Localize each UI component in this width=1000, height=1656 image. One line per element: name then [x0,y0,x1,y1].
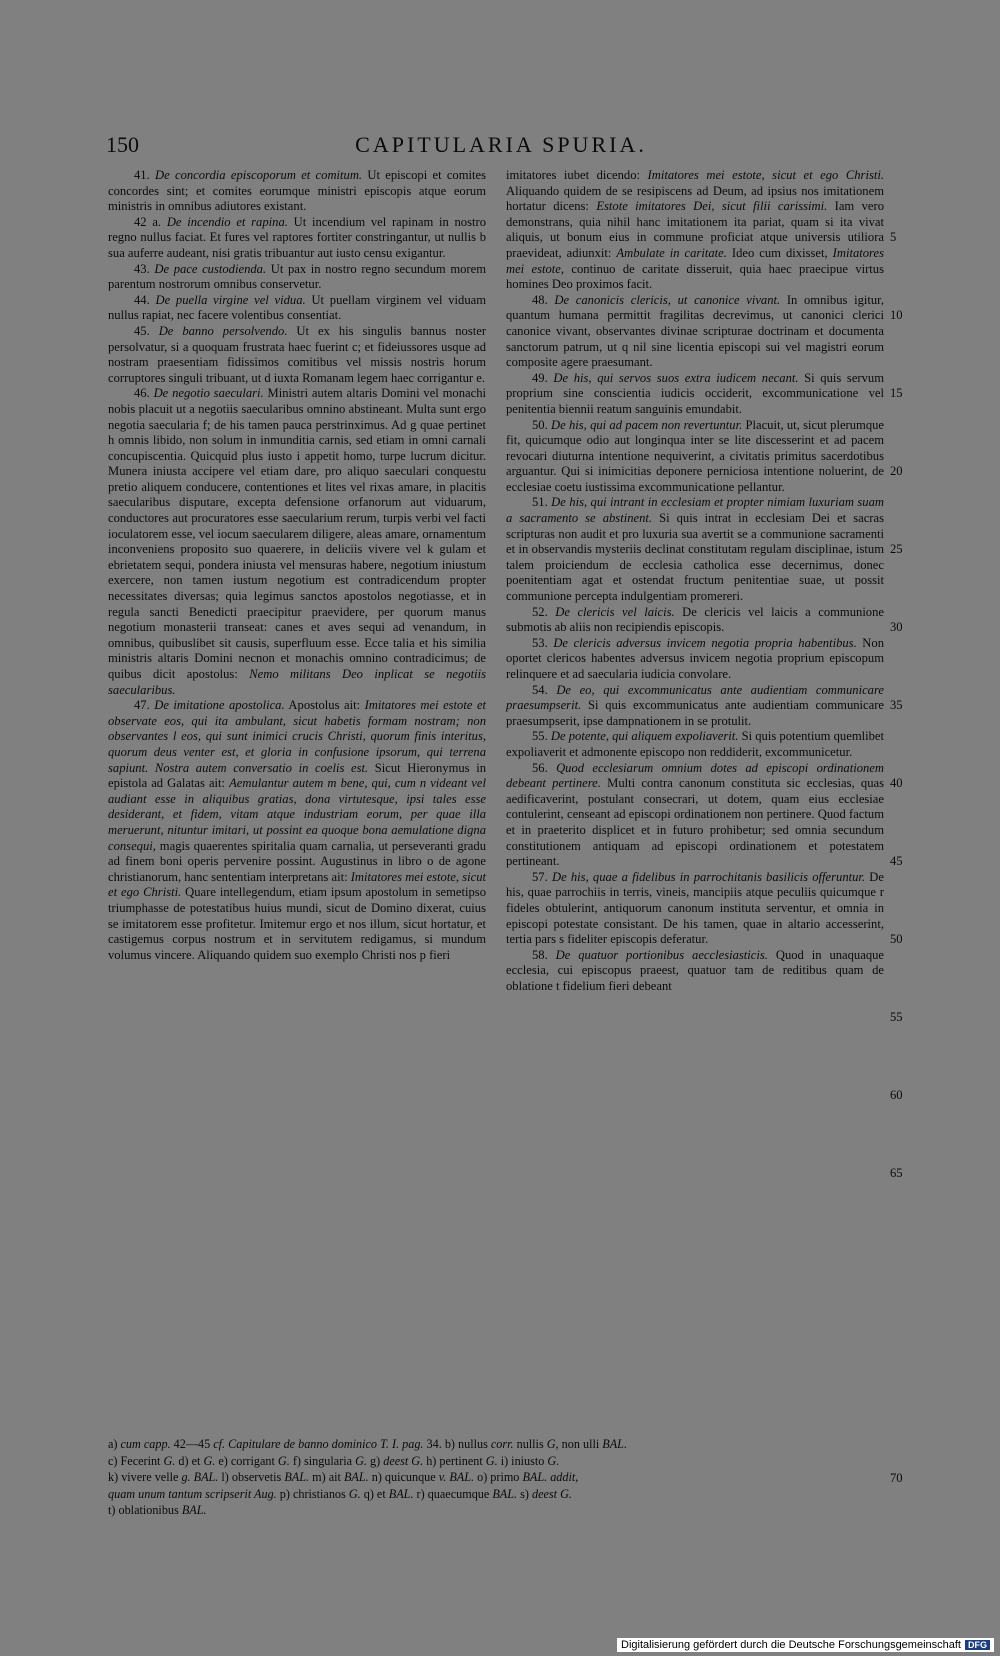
footnote-line-number: 70 [890,1471,903,1485]
line-number: 30 [890,620,903,635]
chapter-paragraph: 51. De his, qui intrant in ecclesiam et propter nimiam luxuriam suam a sacramento se abstinent. Si quis intrat in ecclesiam Dei et sacras scripturas non audit et pro luxuria sua avertit se a communione sacramenti et in observandis mysteriis declinat constitutam regulam disciplinae, istum talem proiciendum de ecclesia catholica esse decernimus, donec poenitentiam agat et ostendat fructum penitentiae suae, ut possit communione percepta indulgentiam promereri. [506,495,885,604]
line-number: 35 [890,698,903,713]
line-number: 20 [890,464,903,479]
footnote-line: k) vivere velle g. BAL. l) observetis BAL. m) ait BAL. n) quicunque v. BAL. o) primo BAL. addit, [108,1470,579,1485]
chapter-paragraph: 52. De clericis vel laicis. De clericis vel laicis a communione submotis ab aliis non recipiendis episcopis. [506,604,884,635]
chapter-paragraph: 44. De puella virgine vel vidua. Ut puellam virginem vel viduam nullus rapiat, nec facere volentibus consentiat. [108,292,486,323]
footnotes [108,1436,878,1519]
footnote-line: quam unum tantum scripserit Aug. p) christianos G. q) et BAL. r) quaecumque BAL. s) deest G. [108,1486,572,1501]
chapter-paragraph: 53. De clericis adversus invicem negotia propria habentibus. Non oportet clericos habentes adversus invicem negotia proprium episcopum relinquere et ad saecularia iudicia convolare. [506,635,884,681]
line-number: 40 [890,776,903,791]
chapter-paragraph: 55. De potente, qui aliquem expoliaverit. Si quis potentium quemlibet expoliaverit et admonente episcopo non reddiderit, excommunicetur. [506,729,884,759]
footnote-line: c) Fecerint G. d) et G. e) corrigant G. f) singularia G. g) deest G. h) pertinent G. i) iniusto G. [108,1453,560,1468]
line-number: 15 [890,386,903,401]
digitization-credit [617,1638,994,1652]
chapter-paragraph: 57. De his, quae a fidelibus in parrochitanis basilicis offeruntur. De his, quae parrochiis in terris, vineis, mancipiis atque peculiis quicumque r fideles obtulerint, antiquorum canonum instituta serventur, et omnia in episcopi potestate consistant. De his tamen, quae in altario accesserint, tertia pars s fideliter episcopis deferatur. [506,869,884,947]
chapter-paragraph: 48. De canonicis clericis, ut canonice vivant. In omnibus igitur, quantum humana permittit fragilitas decrevimus, ut canonici clerici canonice vivant, observantes divinae scripturae doctrinam et documenta sanctorum patrum, ut q nil sine licentia episcopi sui vel magistri eorum composite agere praesumant. [506,292,884,370]
page-header [106,132,896,162]
chapter-paragraph: imitatores iubet dicendo: Imitatores mei estote, sicut et ego Christi. Aliquando quidem de se resipiscens ad Deum, ad ipsius nos imitationem hortatur dicens: Estote imitatores Dei, sicut filii carissimi. Iam vero demonstrans, quia nihil hanc imitationem ita pariat, quam si ita vivat aliquis, ut bonum eius in commune proficiat atque universis utiliora praevideat, adiunxit: Ambulate in caritate. Ideo cum dixisset, Imitatores mei estote, continuo de caritate disseruit, quia haec praecipue virtus homines Deo proximos facit. [506,168,885,292]
line-number: 5 [890,230,897,245]
line-number: 10 [890,308,903,323]
chapter-paragraph: 58. De quatuor portionibus aecclesiasticis. Quod in unaquaque ecclesia, cui episcopus praeest, quatuor tam de reditibus quam de oblatione t fidelium fieri debeant [506,947,885,993]
chapter-paragraph: 54. De eo, qui excommunicatus ante audientiam communicare praesumpserit. Si quis excommunicatus ante audientiam communicare praesumpserit, ipse dampnationem in se protulit. [506,682,885,728]
footnote-line: a) cum capp. 42—45 cf. Capitulare de banno dominico T. I. pag. 34. b) nullus corr. nullis G, non ulli BAL. [108,1437,627,1451]
page-number: 150 [106,132,139,157]
line-number: 60 [890,1088,903,1103]
running-title: CAPITULARIA SPURIA. [355,132,647,157]
right-column [506,168,884,994]
chapter-paragraph: 42 a. De incendio et rapina. Ut incendium vel rapinam in nostro regno nullus faciat. Et fures vel raptores fortiter constringantur, ut nullis b sua auferre audeant, nisi gratis tribuantur aut iusto censu exigantur. [108,214,486,260]
chapter-paragraph: 47. De imitatione apostolica. Apostolus ait: Imitatores mei estote et observate eos, qui ita ambulant, sicut habetis formam nostram; non observantes l eos, qui sunt inimici crucis Christi, quorum finis interitus, quorum deus venter est, et gloria in confusione ipsorum, qui terrena sapiunt. Nostra autem conversatio in coelis est. Sicut Hieronymus in epistola ad Galatas ait: Aemulantur autem m bene, qui, cum n videant vel audiant esse in aliquibus gratias, dona virtutesque, ipsi tales esse desiderant, et fidem, vitam atque industriam eorum, per quae illa meruerunt, nituntur imitari, ut possint ea quoque bona aemulatione digna consequi, magis quaerentes spiritalia quam carnalia, ut perseveranti gradu ad finem boni operis pervenire possint. Augustinus in libro o de agone christianorum, hanc sententiam interpretans ait: Imitatores mei estote, sicut et ego Christi. Quare intellegendum, etiam ipsum apostolum in semetipso triumphasse de potestatibus huius mundi, sicut de Domino dixerat, cuius se imitatorem esse profitetur. Imitemur ergo et nos illum, sicut hortatur, et castigemus corpus nostrum et in servitutem redigamus, si mundum volumus vincere. Aliquando quidem suo exemplo Christi nos p fieri [108,698,487,962]
chapter-paragraph: 56. Quod ecclesiarum omnium dotes ad episcopi ordinationem debeant pertinere. Multi contra canonum constituta sic ecclesias, quas aedificaverint, postulant consecrari, ut dotem, quam eius ecclesiae contulerint, censeant ad episcopi ordinationem non pertinere. Quod factum et in praeterito displicet et in futuro prohibetur; sed omnia secundum constitutionem antiquam ad episcopi ordinationem et potestatem pertineant. [506,760,884,869]
credit-text: Digitalisierung gefördert durch die Deutsche Forschungsgemeinschaft [621,1639,961,1651]
chapter-paragraph: 41. De concordia episcoporum et comitum. Ut episcopi et comites concordes sint; et comites eorumque ministri episcopis atque eorum ministris in omnibus adiutores existant. [108,168,487,214]
dfg-logo: DFG [965,1640,990,1650]
line-number: 65 [890,1166,903,1181]
chapter-paragraph: 46. De negotio saeculari. Ministri autem altaris Domini vel monachi nobis placuit ut a negotiis saecularibus omnino abstineant. Multa sunt ergo negotia saecularia f; de his tamen pauca perstrinximus. Ad g quae pertinet h omnis libido, non solum in inmunditia carnis, sed etiam in omni carnali concupiscentia. Quicquid plus iusto i appetit homo, turpe lucrum dicitur. Munera iniusta accipere vel etiam dare, pro aliquo saeculari conquestu pretio aliquem conducere, contentiones et lites vel rixas amare, in placitis saecularibus disputare, excepta defensione orfanorum aut viduarum, conductores aut procuratores esse saecularium rerum, turpis verbi vel facti ioculatorem esse, vel iocum saecularem diligere, aleas amare, ornamentum inconveniens proposito suo quaerere, in deliciis vivere vel k gulam et ebrietatem sequi, pondera iniusta vel mensuras habere, negotium iniustum exercere, non tamen iustum negotium est contradicendum propter necessitates diversas; quia legimus sanctos apostolos negotiasse, et in regula sancti Benedicti praecipitur praevidere, per quorum manus negotium monasterii transeat: canes et aves sequi ad venandum, in omnibus, quibuslibet sit causis, superfluum esse. Ecce talia et his similia ministris altaris Domini necnon et monachis omnino contradicimus; de quibus dicit apostolus: Nemo militans Deo inplicat se negotiis saecularibus. [108,386,486,697]
chapter-paragraph: 43. De pace custodienda. Ut pax in nostro regno secundum morem parentum nostrorum omnibus conservetur. [108,261,486,292]
line-number: 50 [890,932,903,947]
line-number: 45 [890,854,903,869]
chapter-paragraph: 49. De his, qui servos suos extra iudicem necant. Si quis servum proprium sine conscientia iudicis occiderit, excommunicatione vel penitentia biennii reatum sanguinis emundabit. [506,370,884,416]
chapter-paragraph: 50. De his, qui ad pacem non revertuntur. Placuit, ut, sicut plerumque fit, quicumque odio aut longinqua inter se lite discesserint et ad pacem revocari diuturna intentione nequiverint, a civitatis primitus sacerdotibus arguantur. Qui si inimicitias deponere perniciosa intentione noluerint, de ecclesiae coetu iustissima excommunicatione pellantur. [506,417,885,494]
line-number: 55 [890,1010,903,1025]
left-column [108,168,486,963]
footnote-line: t) oblationibus BAL. [108,1503,207,1518]
line-number: 25 [890,542,903,557]
chapter-paragraph: 45. De banno persolvendo. Ut ex his singulis bannus noster persolvatur, si a quoquam frustrata haec fuerint c; et fideiussores usque ad nostram praesentiam fidissimos comitibus vel missis nostris horum corruptores singuli tribuant, ut d iuxta Romanam legem haec corrigantur e. [108,323,487,385]
